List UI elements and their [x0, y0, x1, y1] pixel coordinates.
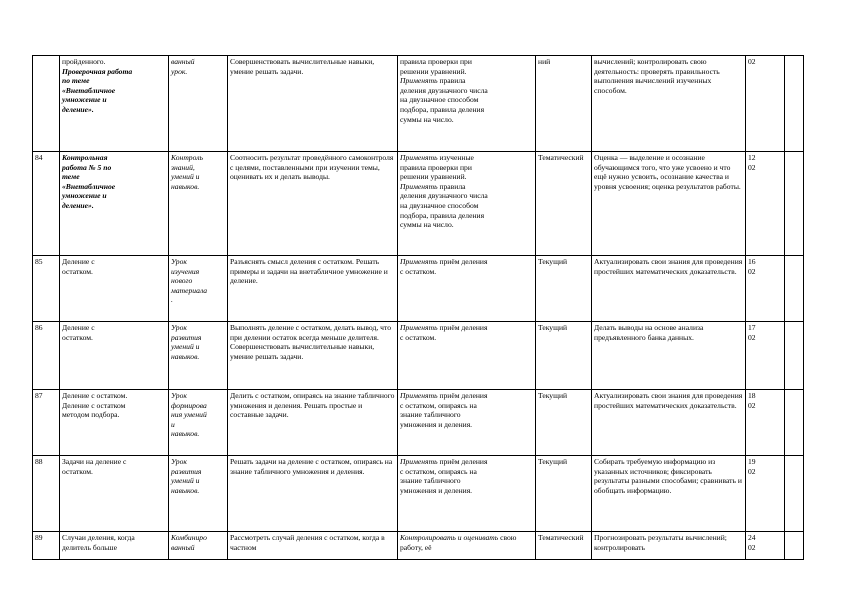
uud-skills: Актуализировать свои знания для проведения простейших математических доказательств.	[592, 390, 746, 456]
lesson-topic: Контрольная работа № 5 по теме «Внетабличное умножение и деление».	[60, 152, 169, 256]
lesson-date: 02	[746, 56, 785, 152]
uud-skills: Оценка — выделение и осознание обучающимся того, что уже усвоено и что ещё нужно усвоить, осознание качества и уровня усвоения; оценка результатов работы.	[592, 152, 746, 256]
lesson-topic: Деление с остатком.	[60, 256, 169, 322]
lesson-number: 85	[33, 256, 60, 322]
subject-results: Применять приём деления с остатком.	[398, 322, 536, 390]
table-row	[33, 322, 804, 390]
control-type: Текущий	[536, 256, 592, 322]
table-row	[33, 532, 804, 560]
lesson-type: Урок изучения нового материала .	[169, 256, 228, 322]
lesson-date: 16 02	[746, 256, 785, 322]
uud-skills: Прогнозировать результаты вычислений; контролировать	[592, 532, 746, 560]
subject-results: Применять приём деления с остатком.	[398, 256, 536, 322]
table-row	[33, 456, 804, 532]
lesson-goals: Разъяснять смысл деления с остатком. Решать примеры и задачи на внетабличное умножение и деление.	[228, 256, 398, 322]
empty-cell	[785, 256, 804, 322]
lesson-type: ванный урок.	[169, 56, 228, 152]
lesson-goals: Выполнять деление с остатком, делать вывод, что при делении остаток всегда меньше делителя. Совершенствовать вычислительные навыки, умение решать задачи.	[228, 322, 398, 390]
empty-cell	[785, 56, 804, 152]
lesson-type: Контроль знаний, умений и навыков.	[169, 152, 228, 256]
lesson-number: 89	[33, 532, 60, 560]
lesson-number: 87	[33, 390, 60, 456]
subject-results: Контролировать и оценивать свою работу, её	[398, 532, 536, 560]
lesson-date: 19 02	[746, 456, 785, 532]
lesson-number	[33, 56, 60, 152]
control-type: Тематический	[536, 532, 592, 560]
uud-skills: вычислений; контролировать свою деятельность: проверять правильность выполнения вычислений изученных способом.	[592, 56, 746, 152]
empty-cell	[785, 532, 804, 560]
lesson-date: 18 02	[746, 390, 785, 456]
uud-skills: Собирать требуемую информацию из указанных источников; фиксировать результаты разными способами; сравнивать и обобщать информацию.	[592, 456, 746, 532]
table-row	[33, 390, 804, 456]
lesson-goals: Решать задачи на деление с остатком, опираясь на знание табличного умножения и деления.	[228, 456, 398, 532]
lesson-topic: Деление с остатком. Деление с остатком методом подбора.	[60, 390, 169, 456]
lesson-plan-table	[32, 55, 804, 560]
lesson-type: Комбиниро ванный	[169, 532, 228, 560]
subject-results: Применять изученные правила проверки при решении уравнений. Применять правила деления двузначного числа на двузначное способом подбора, правила деления суммы на число.	[398, 152, 536, 256]
table-row	[33, 256, 804, 322]
lesson-date: 12 02	[746, 152, 785, 256]
empty-cell	[785, 322, 804, 390]
lesson-type: Урок формирова ния умений и навыков.	[169, 390, 228, 456]
lesson-goals: Совершенствовать вычислительные навыки, умение решать задачи.	[228, 56, 398, 152]
lesson-topic: Случаи деления, когда делитель больше	[60, 532, 169, 560]
control-type: Текущий	[536, 322, 592, 390]
empty-cell	[785, 456, 804, 532]
control-type: Текущий	[536, 456, 592, 532]
subject-results: правила проверки при решении уравнений. Применять правила деления двузначного числа на двузначное способом подбора, правила деления суммы на число.	[398, 56, 536, 152]
lesson-type: Урок развития умений и навыков.	[169, 322, 228, 390]
control-type: Текущий	[536, 390, 592, 456]
lesson-goals: Рассмотреть случай деления с остатком, когда в частном	[228, 532, 398, 560]
table-row	[33, 152, 804, 256]
control-type: Тематический	[536, 152, 592, 256]
lesson-goals: Делить с остатком, опираясь на знание табличного умножения и деления. Решать простые и составные задачи.	[228, 390, 398, 456]
lesson-number: 86	[33, 322, 60, 390]
lesson-type: Урок развития умений и навыков.	[169, 456, 228, 532]
lesson-topic: Деление с остатком.	[60, 322, 169, 390]
empty-cell	[785, 390, 804, 456]
control-type: ний	[536, 56, 592, 152]
lesson-topic: пройденного. Проверочная работа по теме «Внетабличное умножение и деление».	[60, 56, 169, 152]
lesson-goals: Соотносить результат проведённого самоконтроля с целями, поставленными при изучении темы, оценивать их и делать выводы.	[228, 152, 398, 256]
lesson-number: 88	[33, 456, 60, 532]
subject-results: Применять приём деления с остатком, опираясь на знание табличного умножения и деления.	[398, 456, 536, 532]
lesson-date: 24 02	[746, 532, 785, 560]
empty-cell	[785, 152, 804, 256]
uud-skills: Делать выводы на основе анализа предъявленного банка данных.	[592, 322, 746, 390]
lesson-date: 17 02	[746, 322, 785, 390]
lesson-number: 84	[33, 152, 60, 256]
table-row	[33, 56, 804, 152]
lesson-topic: Задачи на деление с остатком.	[60, 456, 169, 532]
uud-skills: Актуализировать свои знания для проведения простейших математических доказательств.	[592, 256, 746, 322]
subject-results: Применять приём деления с остатком, опираясь на знание табличного умножения и деления.	[398, 390, 536, 456]
